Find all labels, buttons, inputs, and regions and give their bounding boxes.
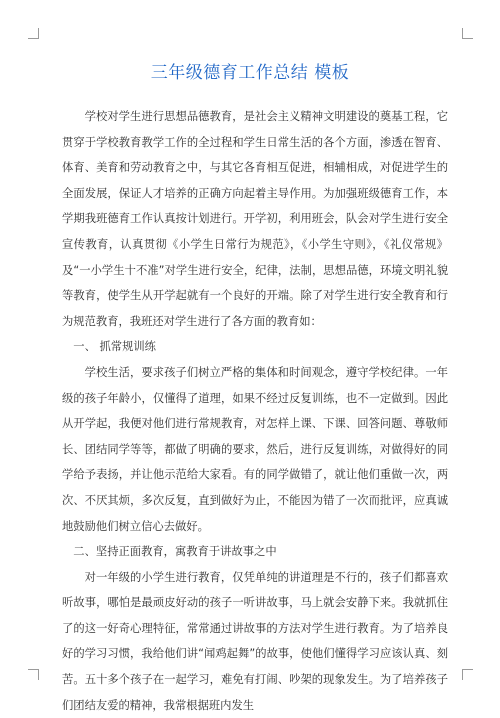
section-2-paragraph: 对一年级的小学生进行教育，仅凭单纯的讲道理是不行的，孩子们都喜欢听故事，哪怕是最顽皮好动的孩子一听讲故事，马上就会安静下来。我就抓住了的这一好奇心理特征，常常通过讲故事的方法对学生进行教育。为了培养良好的学习习惯，我给他们讲“闻鸡起舞”的故事，使他们懂得学习应该认真、刻苦。五十多个孩子在一起学习，难免有打闹、吵架的现象发生。为了培养孩子们团结友爱的精神，我常根据班内发生 (62, 570, 448, 712)
section-1-paragraph: 学校生活，要求孩子们树立严格的集体和时间观念，遵守学校纪律。一年级的孩子年龄小，仅懂得了道理，如果不经过反复训练，也不一定做到。因此从开学起，我便对他们进行常规教育，对怎样上课、下课、回答问题、尊敬师长、团结同学等等，都做了明确的要求，然后，进行反复训练，对做得好的同学给予表扬，并让他示范给大家看。有的同学做错了，就让他们重做一次，两次、不厌其烦，多次反复，直到做好为止，不能因为错了一次而批评，应真诚地鼓励他们树立信心去做好。 (62, 365, 448, 533)
intro-paragraph: 学校对学生进行思想品德教育，是社会主义精神文明建设的奠基工程，它贯穿于学校教育教学工作的全过程和学生日常生活的各个方面，渗透在智育、体育、美育和劳动教育之中，与其它各育相互促进，相辅相成，对促进学生的全面发展，保证人才培养的正确方向起着主导作用。为加强班级德育工作，本学期我班德育工作认真按计划进行。开学初，利用班会，队会对学生进行安全宣传教育，认真贯彻《小学生日常行为规范》，《小学生守则》，《礼仪常规》及“一小学生十不准”对学生进行安全，纪律，法制，思想品德，环境文明礼貌等教育，使学生从开学起就有一个良好的开端。除了对学生进行安全教育和行为规范教育，我班还对学生进行了各方面的教育如： (62, 110, 448, 328)
document-body (62, 104, 448, 718)
crop-mark-top-right (462, 28, 473, 39)
crop-mark-bottom-left (28, 669, 39, 680)
crop-mark-top-left (28, 28, 39, 39)
document-title: 三年级德育工作总结 模板 (150, 63, 350, 83)
section-heading-2: 二、坚持正面教育，寓教育于讲故事之中 (73, 545, 277, 559)
section-heading-1: 一、 抓常规训练 (73, 340, 156, 354)
crop-mark-bottom-right (462, 669, 473, 680)
